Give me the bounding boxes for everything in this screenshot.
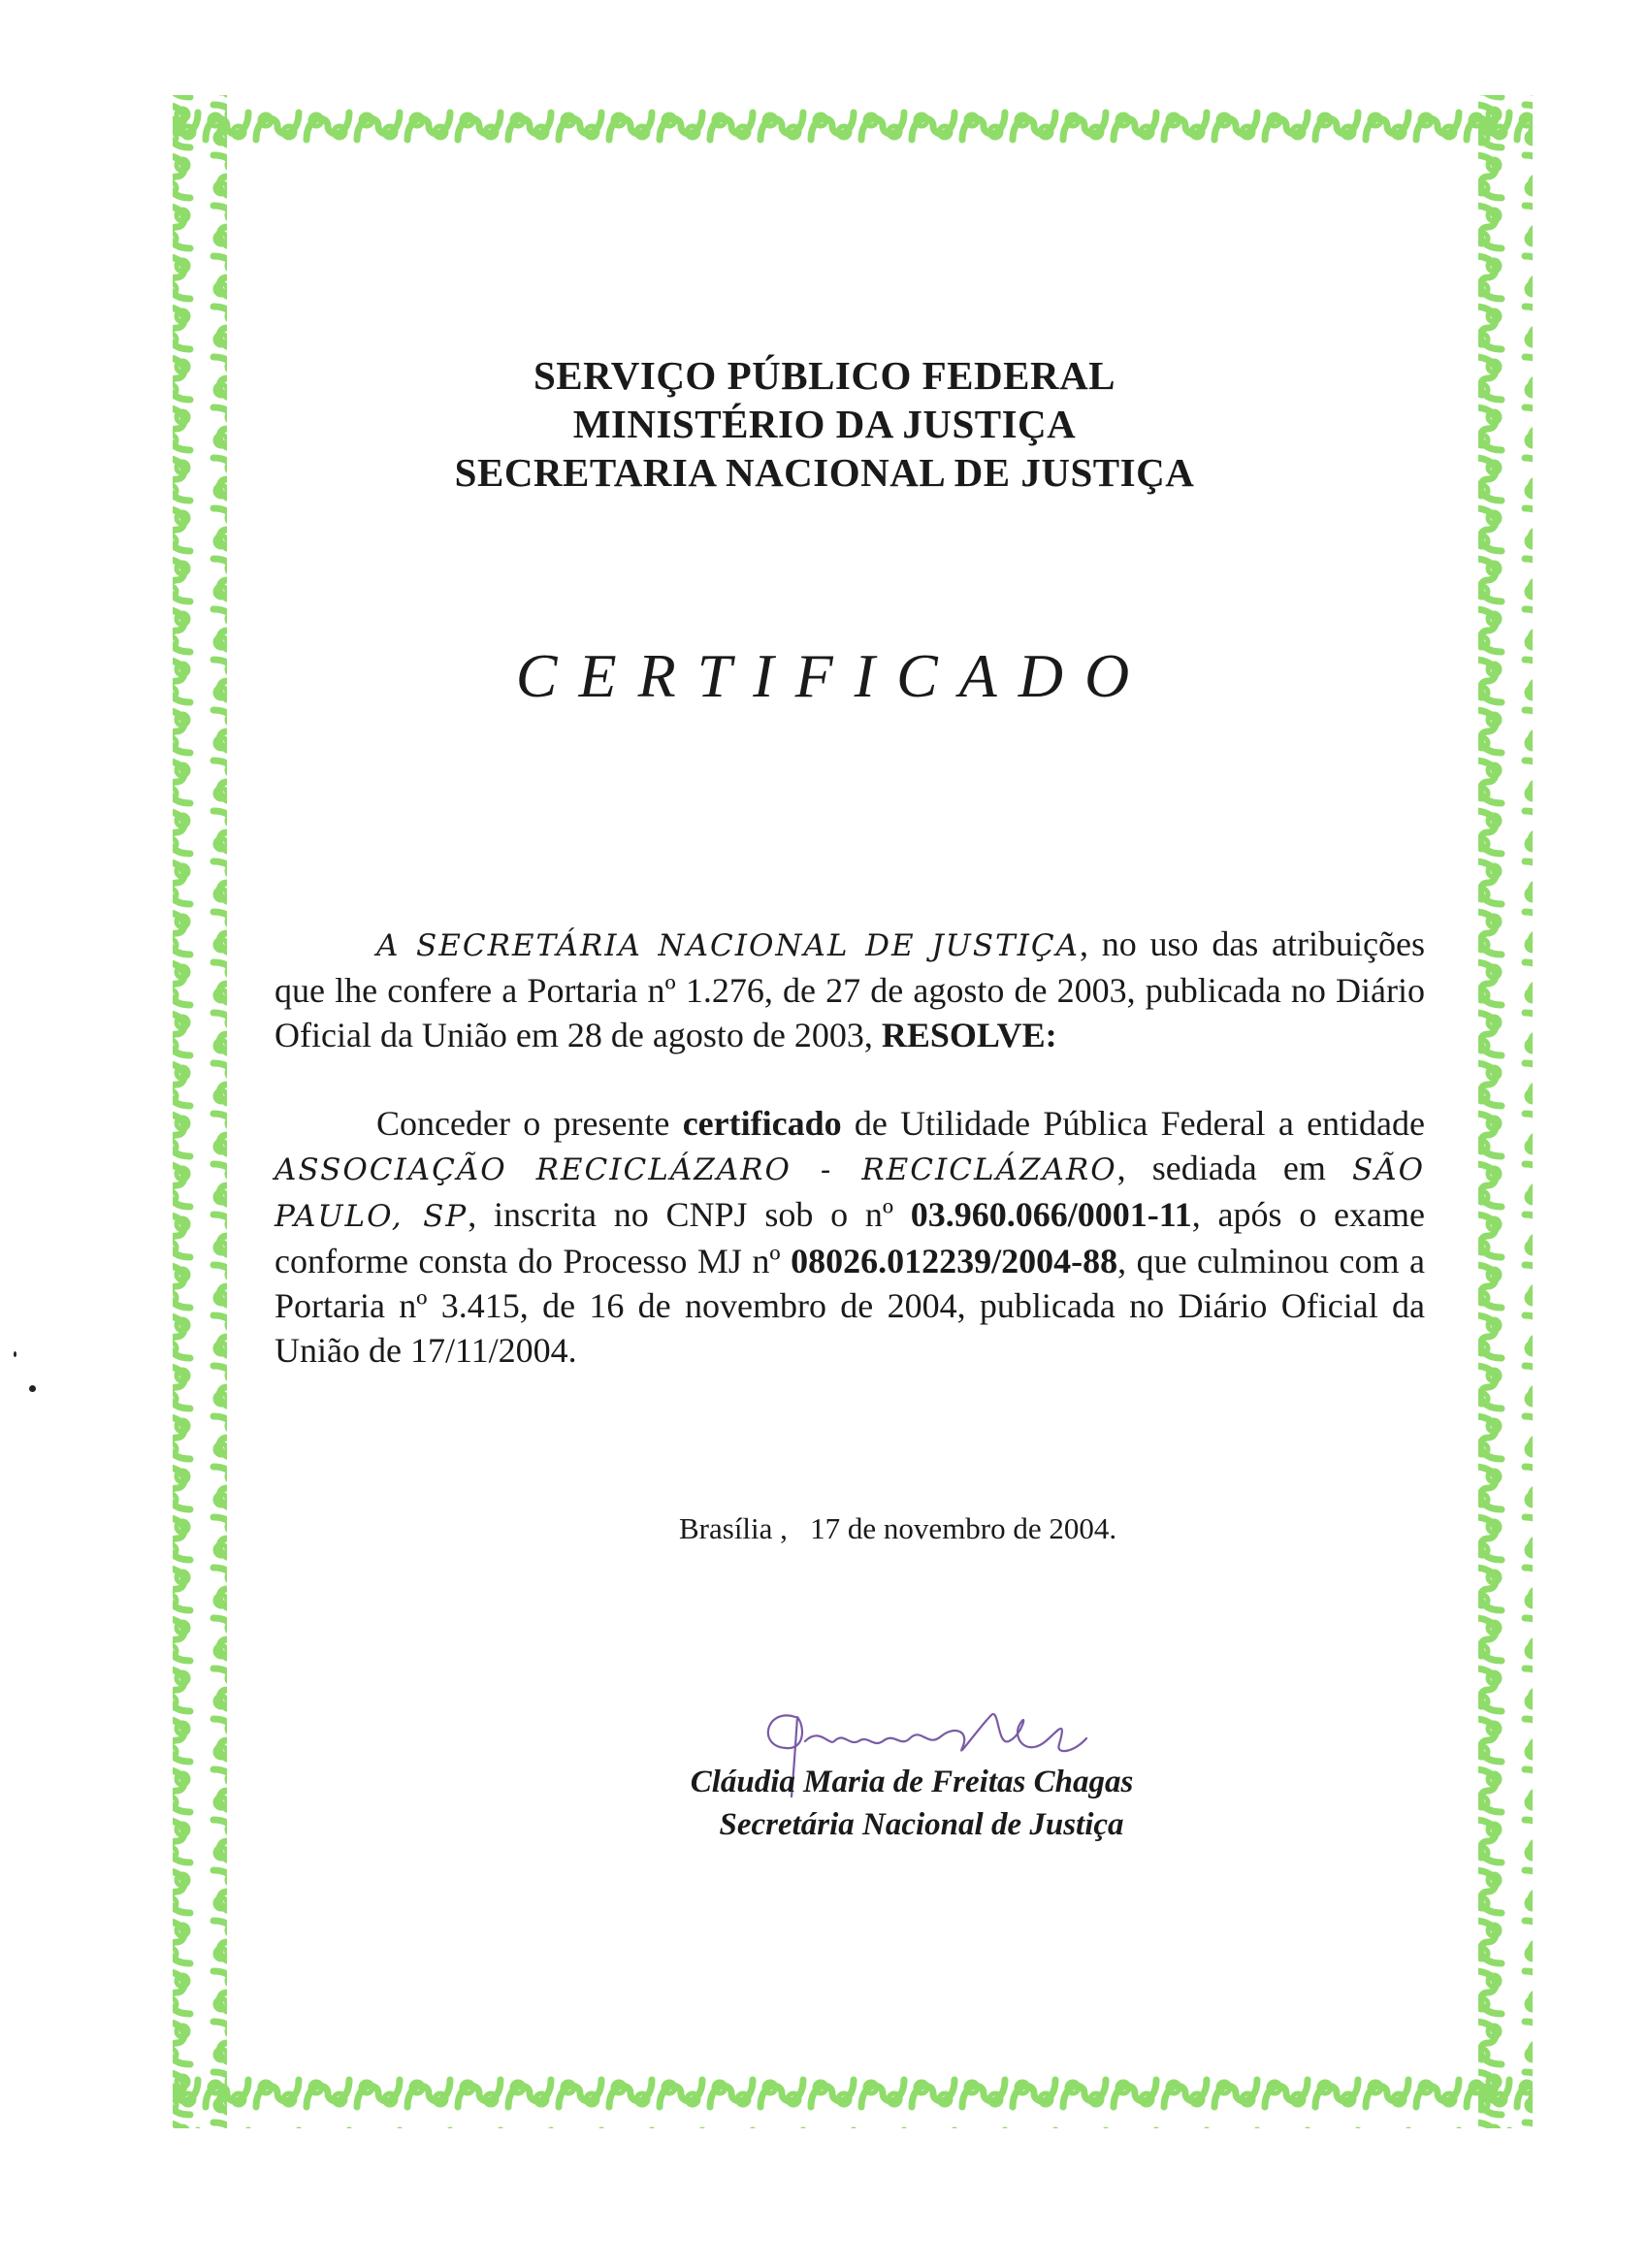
- stray-dot: [29, 1385, 36, 1392]
- cnpj-number: 03.960.066/0001-11: [910, 1195, 1192, 1234]
- issuer-name: A SECRETÁRIA NACIONAL DE JUSTIÇA: [376, 928, 1081, 963]
- paragraph-text: de Utilidade Pública Federal a entidade: [841, 1104, 1426, 1143]
- paragraph-text: , após o exame conforme consta do Processo MJ nº: [275, 1195, 1425, 1280]
- signer-block: [640, 1761, 1183, 1846]
- signer-name: Cláudia Maria de Freitas Chagas: [690, 1765, 1134, 1799]
- process-number: 08026.012239/2004-88: [791, 1242, 1118, 1280]
- header-line-service: SERVIÇO PÚBLICO FEDERAL: [533, 353, 1116, 398]
- signer-role: Secretária Nacional de Justiça: [719, 1807, 1124, 1842]
- paragraph-text: , que culminou com a Portaria nº 3.415, de 16 de novembro de 2004, publicada no Diário Oficial da União de 17/11/2004.: [275, 1242, 1425, 1370]
- entity-city: SÃO PAULO, SP: [275, 1152, 1425, 1234]
- certificate-title: CERTIFICADO: [515, 641, 1151, 710]
- certificado-word: certificado: [682, 1104, 842, 1143]
- entity-name: ASSOCIAÇÃO RECICLÁZARO - RECICLÁZARO: [275, 1152, 1117, 1187]
- paragraph-grant: [275, 1101, 1425, 1373]
- paragraph-text: Conceder o presente: [376, 1104, 683, 1143]
- paragraph-text: , sediada em: [1116, 1149, 1352, 1187]
- resolve-word: RESOLVE:: [881, 1016, 1057, 1054]
- place-and-date: Brasília , 17 de novembro de 2004.: [679, 1511, 1117, 1545]
- paragraph-resolution: [275, 922, 1425, 1057]
- document-header: [0, 351, 1649, 497]
- paragraph-text: , no uso das atribuições que lhe confere a Portaria nº 1.276, de 27 de agosto de 2003, publicada no Diário Oficial da União em 28 de agosto de 2003,: [275, 924, 1425, 1054]
- header-line-ministry: MINISTÉRIO DA JUSTIÇA: [572, 402, 1077, 446]
- paragraph-text: , inscrita no CNPJ sob o nº: [468, 1195, 911, 1234]
- stray-dot: [14, 1351, 16, 1357]
- header-line-secretariat: SECRETARIA NACIONAL DE JUSTIÇA: [454, 450, 1195, 495]
